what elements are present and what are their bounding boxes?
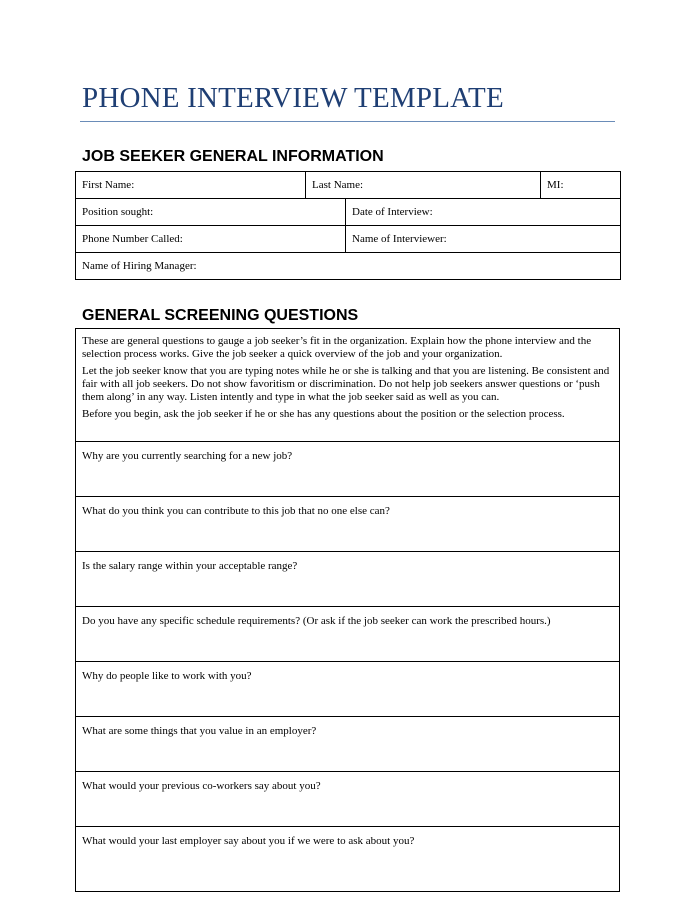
phone-number-called-field[interactable]: Phone Number Called:	[76, 226, 346, 253]
name-of-interviewer-field[interactable]: Name of Interviewer:	[346, 226, 621, 253]
question-row[interactable]: What are some things that you value in an employer?	[76, 717, 620, 772]
document-title: PHONE INTERVIEW TEMPLATE	[82, 82, 504, 114]
last-name-field[interactable]: Last Name:	[306, 172, 541, 199]
mi-field[interactable]: MI:	[541, 172, 621, 199]
question-row[interactable]: What would your last employer say about you if we were to ask about you?	[76, 827, 620, 892]
question-row[interactable]: What do you think you can contribute to this job that no one else can?	[76, 497, 620, 552]
screening-questions-table	[75, 328, 620, 892]
intro-paragraph: Before you begin, ask the job seeker if he or she has any questions about the position or the selection process.	[82, 408, 565, 420]
position-sought-field[interactable]: Position sought:	[76, 199, 346, 226]
title-divider	[80, 121, 615, 122]
question-row[interactable]: Do you have any specific schedule requirements? (Or ask if the job seeker can work the prescribed hours.)	[76, 607, 620, 662]
intro-paragraph: These are general questions to gauge a job seeker’s fit in the organization. Explain how the phone interview and the selection process works. Give the job seeker a quick overview of the job and your organization.	[82, 335, 592, 360]
question-row[interactable]: What would your previous co-workers say about you?	[76, 772, 620, 827]
general-info-heading: JOB SEEKER GENERAL INFORMATION	[82, 148, 384, 165]
general-info-table	[75, 171, 621, 280]
question-row[interactable]: Is the salary range within your acceptable range?	[76, 552, 620, 607]
intro-paragraph: Let the job seeker know that you are typing notes while he or she is talking and that you are listening. Be consistent and fair with all job seekers. Do not show favoritism or discrimination. Do not help job seekers answer questions or ‘push them along’ in any way. Listen intently and type in what the job seeker said as well as you can.	[82, 365, 610, 403]
screening-heading: GENERAL SCREENING QUESTIONS	[82, 307, 359, 324]
question-row[interactable]: Why do people like to work with you?	[76, 662, 620, 717]
name-of-hiring-manager-field[interactable]: Name of Hiring Manager:	[76, 253, 621, 280]
first-name-field[interactable]: First Name:	[76, 172, 306, 199]
date-of-interview-field[interactable]: Date of Interview:	[346, 199, 621, 226]
question-row[interactable]: Why are you currently searching for a new job?	[76, 442, 620, 497]
screening-intro	[76, 329, 620, 442]
